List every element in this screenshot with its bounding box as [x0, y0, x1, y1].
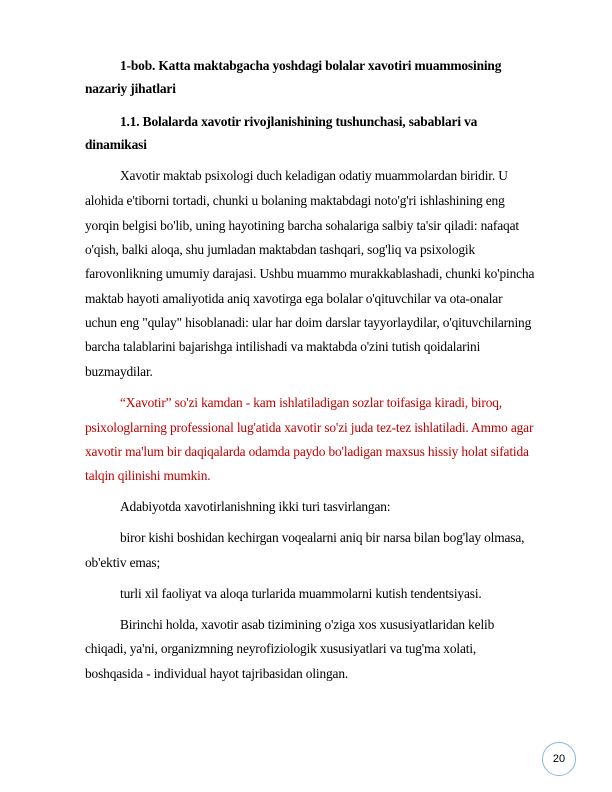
paragraph-6-line: Birinchi holda, xavotir asab tizimining o'ziga xos xususiyatlaridan kelib — [120, 617, 495, 632]
paragraph-1-line: maktab hayoti amaliyotida aniq xavotirga ega bolalar o'qituvchilar va ota-onalar — [85, 291, 503, 306]
paragraph-2-line: xavotir ma'lum bir daqiqalarda odamda paydo bo'ladigan maxsus hissiy holat sifatida — [85, 444, 529, 459]
page-number-badge: 20 — [542, 742, 576, 776]
paragraph-1-line: yorqin belgisi bo'lib, uning hayotining barcha sohalariga salbiy ta'sir qiladi: nafaqat — [85, 218, 519, 233]
paragraph-2-line: “Xavotir” so'zi kamdan - kam ishlatiladigan sozlar toifasiga kiradi, biroq, — [120, 395, 502, 410]
section-heading-line-1: 1.1. Bolalarda xavotir rivojlanishining tushunchasi, sabablari va — [120, 114, 478, 129]
paragraph-1-line: uchun eng "qulay" hisoblanadi: ular har doim darslar tayyorlaydilar, o'qituvchilarning — [85, 315, 532, 330]
chapter-heading-line-1: 1-bob. Katta maktabgacha yoshdagi bolalar xavotiri muammosining — [120, 58, 502, 73]
paragraph-1-line: alohida e'tiborni tortadi, chunki u bolaning maktabdagi noto'g'ri ishlashining eng — [85, 193, 505, 208]
paragraph-3-line: Adabiyotda xavotirlanishning ikki turi tasvirlangan: — [120, 499, 391, 514]
paragraph-5-line: turli xil faoliyat va aloqa turlarida muammolarni kutish tendentsiyasi. — [120, 586, 482, 601]
paragraph-6-line: chiqadi, ya'ni, organizmning neyrofiziologik xususiyatlari va tug'ma xolati, — [85, 641, 477, 656]
paragraph-1-line: farovonlikning umumiy darajasi. Ushbu muammo murakkablashadi, chunki ko'pincha — [85, 266, 535, 281]
paragraph-2-line: psixologlarning professional lug'atida xavotir so'zi juda tez-tez ishlatiladi. Ammo agar — [85, 420, 534, 435]
paragraph-4-line: ob'ektiv emas; — [85, 555, 161, 570]
paragraph-6-line: boshqasida - individual hayot tajribasidan olingan. — [85, 666, 349, 681]
paragraph-4-line: biror kishi boshidan kechirgan voqealarni aniq bir narsa bilan bog'lay olmasa, — [120, 530, 525, 545]
paragraph-1-line: o'qish, balki aloqa, shu jumladan maktabdan tashqari, sog'liq va psixologik — [85, 242, 476, 257]
paragraph-1-line: barcha talablarini bajarishga intilishadi va maktabda o'zini tutish qoidalarini — [85, 339, 481, 354]
paragraph-2-line: talqin qilinishi mumkin. — [85, 468, 211, 483]
section-heading-line-2: dinamikasi — [85, 137, 147, 152]
paragraph-1-line: Xavotir maktab psixologi duch keladigan odatiy muammolardan biridir. U — [120, 168, 508, 183]
paragraph-1-line: buzmaydilar. — [85, 364, 153, 379]
chapter-heading-line-2: nazariy jihatlari — [85, 81, 176, 96]
